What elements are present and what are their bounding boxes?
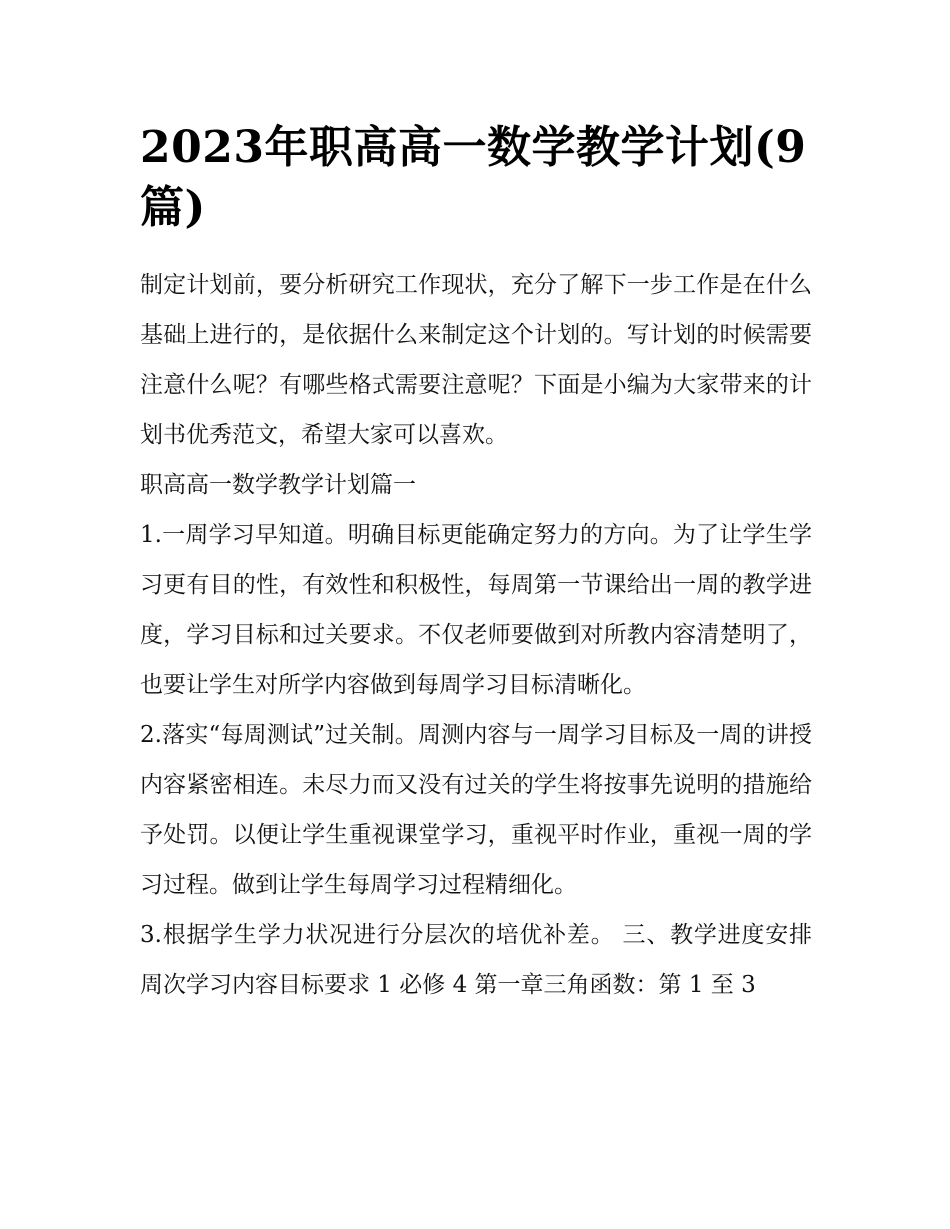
section-heading: 职高高一数学教学计划篇一 — [140, 472, 416, 498]
document-title: 2023年职高高一数学教学计划(9篇) — [140, 122, 807, 233]
document-body — [140, 118, 812, 1010]
intro-paragraph: 制定计划前，要分析研究工作现状，充分了解下一步工作是在什么基础上进行的，是依据什么来制定这个计划的。写计划的时候需要注意什么呢？有哪些格式需要注意呢？下面是小编为大家带来的计划书优秀范文，希望大家可以喜欢。 — [140, 272, 812, 448]
list-item-1: 1.一周学习早知道。明确目标更能确定努力的方向。为了让学生学习更有目的性，有效性和积极性，每周第一节课给出一周的教学进度，学习目标和过关要求。不仅老师要做到对所教内容清楚明了，也要让学生对所学内容做到每周学习目标清晰化。 — [140, 522, 812, 698]
list-item-2: 2.落实“每周测试”过关制。周测内容与一周学习目标及一周的讲授内容紧密相连。未尽力而又没有过关的学生将按事先说明的措施给予处罚。以便让学生重视课堂学习，重视平时作业，重视一周的学习过程。做到让学生每周学习过程精细化。 — [140, 722, 812, 898]
list-item-3: 3.根据学生学力状况进行分层次的培优补差。 三、教学进度安排 周次学习内容目标要求 1 必修 4 第一章三角函数：第 1 至 3 — [140, 922, 812, 998]
